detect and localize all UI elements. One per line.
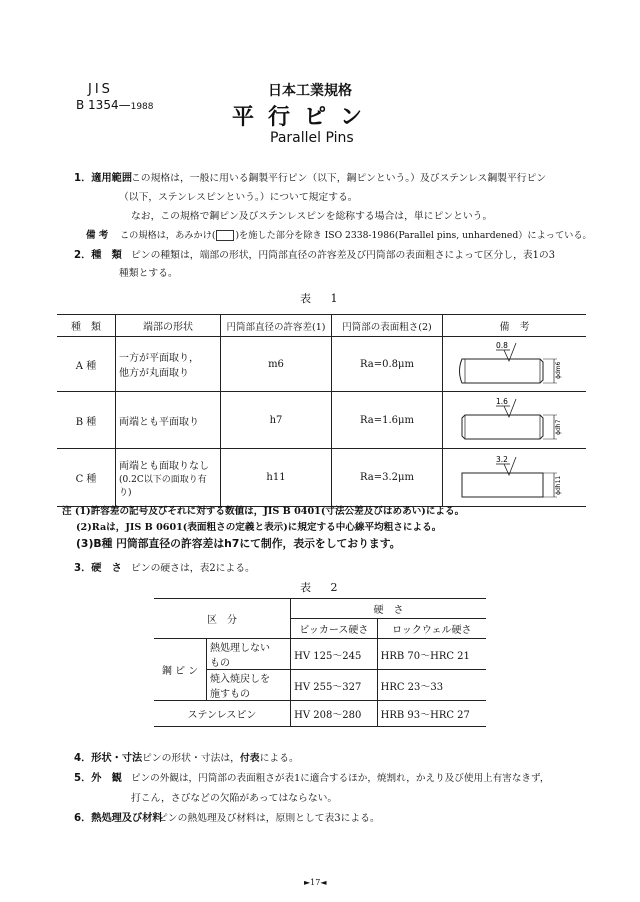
remark-cell xyxy=(443,337,587,392)
table-2-header-class: 区 分 xyxy=(154,599,291,639)
section-2-label: 2．種 類 xyxy=(74,250,122,261)
shape-cell xyxy=(116,392,221,449)
shading-box-icon xyxy=(216,230,234,241)
section-5-line1: ピンの外観は，円筒部の表面粗さが表1に適合するほか，焼割れ，かえり及び使用上有害なきず， xyxy=(131,773,550,784)
shape-line1: 両端とも面取りなし xyxy=(119,461,209,472)
table-1-header-tolerance: 円筒部直径の許容差(1) xyxy=(221,315,332,337)
shape-line2: (0.2C以下の面取り有り) xyxy=(119,475,207,498)
note-2: (2)Raは，JIS B 0601(表面粗さの定義と表示)に規定する中心線平均粗さによる。 xyxy=(76,522,442,533)
roughness-cell: Ra=1.6μm xyxy=(332,392,443,449)
shape-cell xyxy=(116,449,221,507)
table-2 xyxy=(154,598,486,727)
section-2-line2: 種類とする。 xyxy=(119,268,178,279)
vickers-cell: HV 208～280 xyxy=(291,701,378,727)
table-row xyxy=(57,337,586,392)
table-2-header-rockwell: ロックウェル硬さ xyxy=(377,619,486,639)
vickers-cell: HV 125～245 xyxy=(291,639,378,670)
diameter-label: ϕdh7 xyxy=(554,419,562,435)
jis-label: JIS xyxy=(88,82,113,97)
table-2-header-hardness: 硬 さ xyxy=(291,599,486,619)
shape-cell xyxy=(116,337,221,392)
roughness-cell: Ra=3.2μm xyxy=(332,449,443,507)
section-4-text-pre: ピンの形状・寸法は， xyxy=(142,753,240,764)
table-1-caption: 表 1 xyxy=(300,292,346,305)
table-1-header-remarks: 備 考 xyxy=(443,315,587,337)
shape-line2: 他方が丸面取り xyxy=(119,368,189,379)
pin-a-drawing xyxy=(450,339,580,389)
standard-number-dash: — xyxy=(118,98,131,112)
shape-line1: 一方が平面取り， xyxy=(119,353,199,364)
standard-category: 日本工業規格 xyxy=(268,83,352,99)
rockwell-cell: HRB 93～HRC 27 xyxy=(377,701,486,727)
table-row xyxy=(154,701,486,727)
roughness-label: 3.2 xyxy=(495,454,508,464)
page-title: 平行ピン xyxy=(232,104,377,130)
table-2-header-vickers: ビッカース硬さ xyxy=(291,619,378,639)
rockwell-cell: HRC 23～33 xyxy=(377,670,486,701)
table-row xyxy=(57,449,586,507)
table-row xyxy=(57,392,586,449)
diameter-label: ϕdm6 xyxy=(554,361,562,379)
remark-text-pre: この規格は，あみかけ( xyxy=(120,230,216,241)
section-4-text xyxy=(142,752,299,766)
condition-cell xyxy=(207,670,291,701)
roughness-cell: Ra=0.8μm xyxy=(332,337,443,392)
type-cell: C 種 xyxy=(57,449,116,507)
stainless-cell: ステンレスピン xyxy=(154,701,291,727)
condition-cell xyxy=(207,639,291,670)
table-1-header-type: 種 類 xyxy=(57,315,116,337)
appendix-table-ref: 付表 xyxy=(239,753,260,764)
remark-label: 備 考 xyxy=(86,230,109,241)
table-1-header-row xyxy=(57,315,586,337)
section-4-text-post: による。 xyxy=(259,753,299,764)
section-5-label: 5．外 観 xyxy=(74,773,122,784)
remark-cell xyxy=(443,449,587,507)
roughness-label: 0.8 xyxy=(495,341,508,350)
page-number: ►17◄ xyxy=(304,878,327,887)
shape-line1: 両端とも平面取り xyxy=(119,416,199,428)
section-6-text: ピンの熱処理及び材料は，原則として表3による。 xyxy=(158,813,380,824)
pin-c-drawing xyxy=(450,453,580,503)
section-3-label: 3．硬 さ xyxy=(74,563,122,574)
rockwell-cell: HRB 70～HRC 21 xyxy=(377,639,486,670)
tolerance-cell: h11 xyxy=(221,449,332,507)
condition-line2: 施すもの xyxy=(210,689,250,700)
condition-line1: 熱処理しない xyxy=(210,643,270,654)
steel-pin-cell: 鋼 ピ ン xyxy=(154,639,207,701)
section-5-line2: 打こん，さびなどの欠陥があってはならない。 xyxy=(131,793,338,804)
section-1-label: 1．適用範囲 xyxy=(74,173,133,184)
diameter-label: ϕdh11 xyxy=(554,475,562,495)
condition-line2: もの xyxy=(210,658,230,669)
table-2-caption: 表 2 xyxy=(300,581,346,594)
remark-text-post: )を施した部分を除き ISO 2338-1986(Parallel pins, unhardened）によっている。 xyxy=(235,230,592,241)
note-1: 注 (1)許容差の記号及びそれに対する数値は，JIS B 0401(寸法公差及びはめあい)による。 xyxy=(62,506,465,517)
tolerance-cell: h7 xyxy=(221,392,332,449)
condition-line1: 焼入焼戻しを xyxy=(210,674,270,685)
section-2-line1: ピンの種類は，端部の形状，円筒部直径の許容差及び円筒部の表面粗さによって区分し，表1の3 xyxy=(131,250,555,261)
standard-number xyxy=(76,98,154,112)
pin-b-drawing xyxy=(450,395,580,445)
section-4-label: 4．形状・寸法 xyxy=(74,753,143,764)
tolerance-cell: m6 xyxy=(221,337,332,392)
standard-number-main: B 1354 xyxy=(76,98,119,112)
section-1-line1: この規格は，一般に用いる鋼製平行ピン（以下，鋼ピンという。）及びステンレス鋼製平行ピン xyxy=(131,173,547,184)
roughness-label: 1.6 xyxy=(495,397,508,406)
table-row xyxy=(154,639,486,670)
section-6-label: 6．熱処理及び材料 xyxy=(74,813,163,824)
table-1-header-roughness: 円筒部の表面粗さ(2) xyxy=(332,315,443,337)
type-cell: A 種 xyxy=(57,337,116,392)
table-1 xyxy=(57,314,586,507)
standard-year: 1988 xyxy=(130,102,154,112)
english-title: Parallel Pins xyxy=(270,130,354,146)
vickers-cell: HV 255～327 xyxy=(291,670,378,701)
table-2-header-row1 xyxy=(154,599,486,619)
type-cell: B 種 xyxy=(57,392,116,449)
remark-text xyxy=(120,229,592,243)
section-1-line3: なお，この規格で鋼ピン及びステンレスピンを総称する場合は，単にピンという。 xyxy=(131,211,493,222)
remark-cell xyxy=(443,392,587,449)
section-3-text: ピンの硬さは，表2による。 xyxy=(131,563,255,574)
section-1-line2: （以下，ステンレスピンという。）について規定する。 xyxy=(119,192,358,203)
note-3: (3)B種 円筒部直径の許容差はh7にて制作，表示をしております。 xyxy=(76,537,401,550)
table-1-header-shape: 端部の形状 xyxy=(116,315,221,337)
